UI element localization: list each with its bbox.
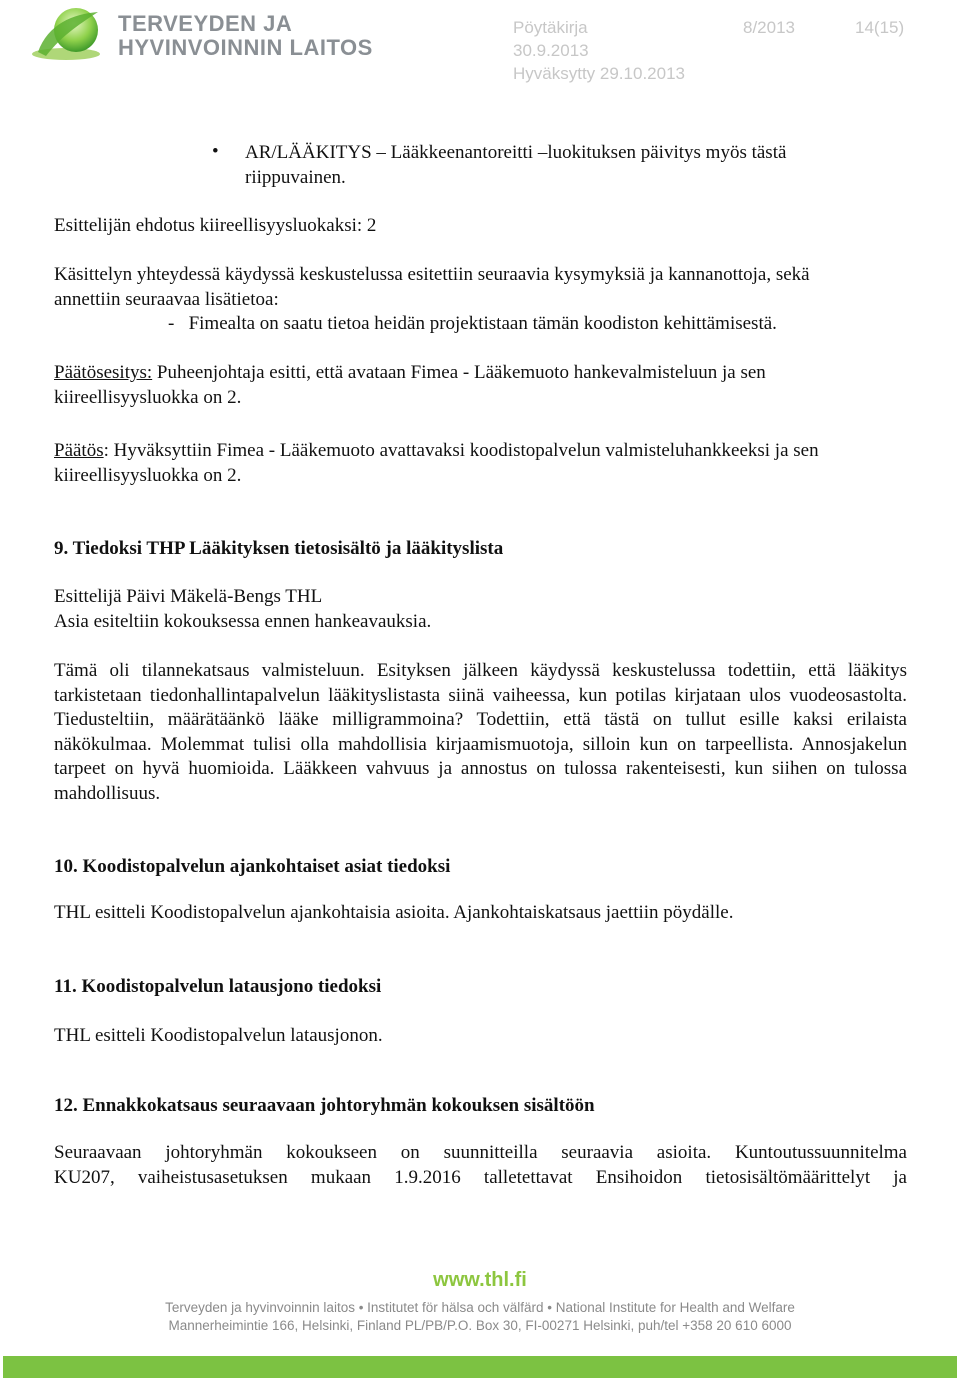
section-12-line-1: Seuraavaan johtoryhmän kokoukseen on suunnitteilla seuraavia asioita. Kuntoutussuunnitelma [54,1142,907,1163]
section-12-line-2: KU207, vaiheistusasetuksen mukaan 1.9.2016 talletettavat Ensihoidon tietosisältömäärittelyt ja [54,1166,907,1188]
section-12-heading: 12. Ennakkokatsaus seuraavaan johtoryhmän kokouksen sisältöön [54,1095,595,1116]
section-11-heading: 11. Koodistopalvelun latausjono tiedoksi [54,976,382,997]
decision [54,439,907,488]
section-9-paragraph: Tämä oli tilannekatsaus valmisteluun. Esityksen jälkeen käydyssä keskustelussa todettiin, että lääkitys tarkistetaan tiedonhallintapalvelun lääkityslistasta siinä vaiheessa, kun potilas kirjataan ulos vuodeosastolta. Tiedusteltiin, määrätäänkö lääke milligrammoina? Todettiin, että tästä on tullut esille kaksi erilaista näkökulmaa. Molemmat tulisi olla mahdollisia kirjaamismuotoja, silloin kun on tarpeellista. Annosjakelun tarpeet on hyvä huomioida. Lääkkeen vahvuus ja annostus on tulossa rakenteisesti, kun siihen on tulossa mahdollisuus. [54,660,907,804]
org-name-line2: HYVINVOINNIN LAITOS [118,35,373,60]
section-10-heading: 10. Koodistopalvelun ajankohtaiset asiat tiedoksi [54,856,451,877]
decision-label: Päätös [54,440,104,461]
decision-text: : Hyväksyttiin Fimea - Lääkemuoto avattavaksi koodistopalvelun valmisteluhankkeeksi ja sen kiireellisyysluokka on 2. [54,440,819,486]
section-9-presenter: Esittelijä Päivi Mäkelä-Bengs THL [54,586,323,607]
footer-green-bar [3,1356,957,1378]
doc-type: Pöytäkirja [513,18,588,37]
discussion-paragraph [54,263,907,312]
decision-proposal [54,361,907,410]
bullet-line-2: riippuvainen. [245,166,346,188]
discussion-line-2: annettiin seuraavaa lisätietoa: [54,288,279,310]
bullet-dot: • [212,141,219,162]
doc-number: 8/2013 [743,18,795,37]
approved-date: Hyväksytty 29.10.2013 [513,64,685,83]
section-11-text: THL esitteli Koodistopalvelun latausjonon. [54,1025,383,1046]
footer-address-line-1: Terveyden ja hyvinvoinnin laitos • Institutet för hälsa och välfärd • National Institute for Health and Welfare [165,1300,795,1315]
presenter-proposal: Esittelijän ehdotus kiireellisyysluokaksi: 2 [54,215,377,236]
discussion-line-1: Käsittelyn yhteydessä käydyssä keskustelussa esitettiin seuraavia kysymyksiä ja kannanottoja, sekä [54,264,810,285]
footer-address-line-2: Mannerheimintie 166, Helsinki, Finland PL/PB/P.O. Box 30, FI-00271 Helsinki, puh/tel +358 20 610 6000 [168,1318,792,1333]
decision-proposal-label: Päätösesitys: [54,362,153,383]
dash-list-item: - Fimealta on saatu tietoa heidän projektistaan tämän koodiston kehittämisestä. [168,313,777,334]
footer-url[interactable]: www.thl.fi [433,1269,527,1291]
page-number: 14(15) [855,18,905,37]
decision-proposal-text: Puheenjohtaja esitti, että avataan Fimea - Lääkemuoto hankevalmisteluun ja sen kiireellisyysluokka on 2. [54,362,766,408]
doc-date: 30.9.2013 [513,41,589,60]
section-9-note: Asia esiteltiin kokouksessa ennen hankeavauksia. [54,611,432,632]
thl-logo [28,4,388,66]
bullet-line-1: AR/LÄÄKITYS – Lääkkeenantoreitti –luokituksen päivitys myös tästä [245,142,787,163]
section-12-text [54,1141,907,1190]
bullet-item [245,141,907,190]
section-9-heading: 9. Tiedoksi THP Lääkityksen tietosisältö ja lääkityslista [54,538,504,559]
org-name [118,12,373,60]
org-name-line1: TERVEYDEN JA [118,11,293,36]
section-10-text: THL esitteli Koodistopalvelun ajankohtaisia asioita. Ajankohtaiskatsaus jaettiin pöydälle. [54,902,734,923]
thl-leaf-logo-icon [28,4,108,66]
